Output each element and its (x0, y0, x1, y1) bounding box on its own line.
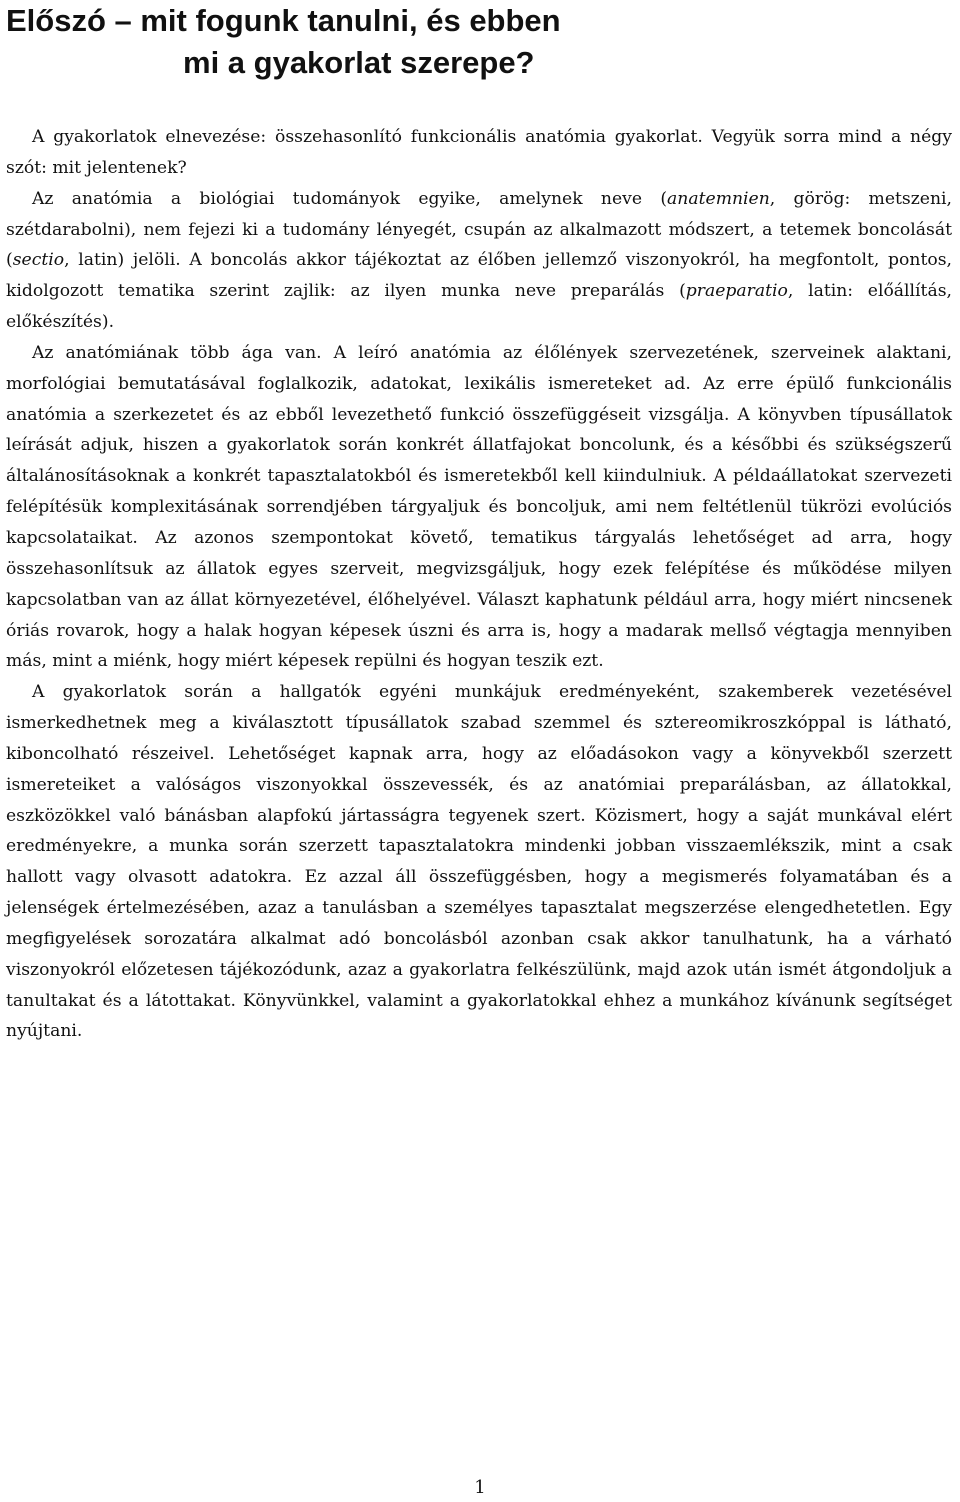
chapter-title (6, 0, 954, 84)
paragraph-1: A gyakorlatok elnevezése: összehasonlító funkcionális anatómia gyakorlat. Vegyük sorra mind a négy szót: mit jelentenek? (6, 127, 952, 178)
paragraph-2-text-a: Az anatómia a biológiai tudományok egyike, amelynek neve ( (32, 188, 668, 209)
paragraph-2-text-g: , latin: előállítás, előkészítés). (6, 281, 952, 333)
body-text (6, 122, 952, 1047)
chapter-title-line-2: mi a gyakorlat szerepe? (183, 45, 535, 80)
paragraph-2 (6, 184, 952, 338)
term-sectio: sectio (12, 250, 65, 271)
page-number: 1 (474, 1477, 486, 1498)
paragraph-4: A gyakorlatok során a hallgatók egyéni munkájuk eredményeként, szakemberek vezetésével ismerkedhetnek meg a kiválasztott típusállatok szabad szemmel és sztereomikroszkóppal is látható, kiboncolható részeivel. Lehetőséget kapnak arra, hogy az előadásokon vagy a könyvekből szerzett ismereteiket a valóságos viszonyokkal összevessék, és az anatómiai preparálásban, az állatokkal, eszközökkel való bánásban alapfokú jártasságra tegyenek szert. Közismert, hogy a saját munkával elért eredményekre, a munka során szerzett tapasztalatokra mindenki jobban visszaemlékszik, mint a csak hallott vagy olvasott adatokra. Ez azzal áll összefüggésben, hogy a megismerés folyamatában és a jelenségek értelmezésében, azaz a tanulásban a személyes tapasztalat megszerzése elengedhetetlen. Egy megfigyelések sorozatára alkalmat adó boncolásból azonban csak akkor tanulhatunk, ha a várható viszonyokról előzetesen tájékozódunk, azaz a gyakorlatra felkészülünk, majd azok után ismét átgondoljuk a tanultakat és a látottakat. Könyvünkkel, valamint a gyakorlatokkal ehhez a munkához kívánunk segítséget nyújtani. (6, 682, 952, 1042)
term-anatemnien: anatemnien (667, 188, 770, 209)
paragraph-3: Az anatómiának több ága van. A leíró anatómia az élőlények szervezetének, szerveinek alaktani, morfológiai bemutatásával foglalkozik, adatokat, lexikális ismereteket ad. Az erre épülő funkcionális anatómia a szerkezetet és az ebből levezethető funkció összefüggéseit vizsgálja. A könyvben típusállatok leírását adjuk, hiszen a gyakorlatok során konkrét állatfajokat boncolunk, és a későbbi és szükségszerű általánosításoknak a konkrét tapasztalatokból és ismeretekből kell kiindulniuk. A példaállatokat szervezeti felépítésük komplexitásának sorrendjében tárgyaljuk és boncoljuk, ami nem feltétlenül tükrözi evolúciós kapcsolataikat. Az azonos szempontokat követő, tematikus tárgyalás lehetőséget ad arra, hogy összehasonlítsuk az állatok egyes szerveit, megvizsgáljuk, hogy ezek felépítése és működése milyen kapcsolatban van az állat környezetével, élőhelyével. Választ kaphatunk például arra, hogy miért nincsenek óriás rovarok, hogy a halak hogyan képesek úszni és arra is, hogy a madarak mellső végtagja mennyiben más, mint a miénk, hogy miért képesek repülni és hogyan teszik ezt. (6, 342, 952, 672)
chapter-title-line-1: Előszó – mit fogunk tanulni, és ebben (6, 3, 561, 38)
paragraph-2-text-c: , görög: metszeni, szétdarabolni), nem fejezi ki a tudomány lényegét, csupán az alkalmazott módszert, a tetemek boncolását ( (6, 188, 952, 271)
term-praeparatio: praeparatio (685, 281, 788, 302)
paragraph-2-text-e: , latin) jelöli. A boncolás akkor tájékoztat az élőben jellemző viszonyokról, ha megfontolt, pontos, kidolgozott tematika szerint zajlik: az ilyen munka neve preparálás ( (6, 250, 952, 302)
